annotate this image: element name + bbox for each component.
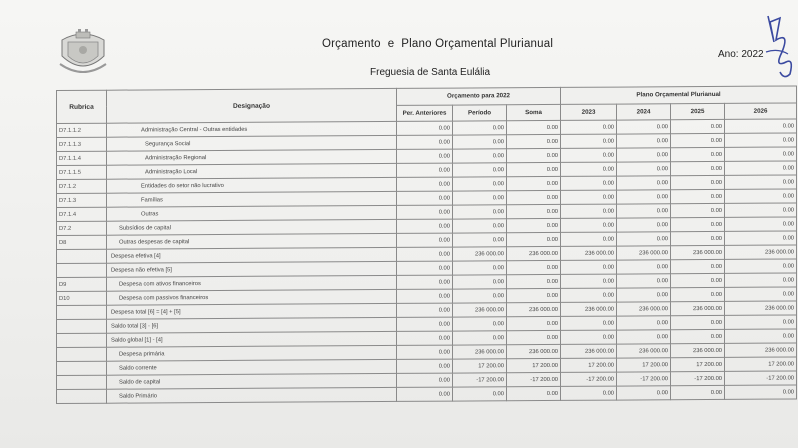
value-cell: 236 000.00 bbox=[561, 302, 617, 316]
value-cell: 0.00 bbox=[725, 175, 797, 189]
value-cell: 0.00 bbox=[725, 161, 797, 175]
value-cell: 17 200.00 bbox=[453, 359, 507, 373]
value-cell: 0.00 bbox=[617, 288, 671, 302]
value-cell: 17 200.00 bbox=[671, 357, 725, 371]
value-cell: 236 000.00 bbox=[507, 246, 561, 260]
value-cell: 0.00 bbox=[397, 359, 453, 373]
value-cell: 0.00 bbox=[617, 190, 671, 204]
value-cell: 236 000.00 bbox=[453, 345, 507, 359]
designacao-cell: Outras bbox=[107, 205, 397, 221]
value-cell: 0.00 bbox=[671, 161, 725, 175]
value-cell: 0.00 bbox=[617, 316, 671, 330]
value-cell: 236 000.00 bbox=[617, 302, 671, 316]
header-year-2025: 2025 bbox=[671, 103, 725, 120]
rubrica-code: D9 bbox=[57, 277, 107, 291]
header-year-2024: 2024 bbox=[617, 103, 671, 120]
value-cell: 0.00 bbox=[617, 134, 671, 148]
value-cell: 0.00 bbox=[507, 204, 561, 218]
value-cell: 0.00 bbox=[561, 288, 617, 302]
value-cell: 0.00 bbox=[617, 162, 671, 176]
title-orcamento: Orçamento bbox=[322, 38, 381, 50]
value-cell: 0.00 bbox=[561, 260, 617, 274]
value-cell: 0.00 bbox=[671, 259, 725, 273]
value-cell: 0.00 bbox=[453, 317, 507, 331]
value-cell: 0.00 bbox=[561, 204, 617, 218]
value-cell: 0.00 bbox=[453, 233, 507, 247]
value-cell: 236 000.00 bbox=[725, 245, 797, 259]
designacao-cell: Administração Regional bbox=[107, 149, 397, 165]
header-year-2026: 2026 bbox=[725, 102, 797, 119]
rubrica-code: D7.1.2 bbox=[57, 179, 107, 193]
value-cell: 0.00 bbox=[725, 231, 797, 245]
value-cell: 0.00 bbox=[453, 149, 507, 163]
value-cell: 0.00 bbox=[561, 176, 617, 190]
value-cell: 17 200.00 bbox=[725, 357, 797, 371]
value-cell: 0.00 bbox=[671, 203, 725, 217]
value-cell: 0.00 bbox=[453, 177, 507, 191]
handwritten-signature bbox=[760, 12, 796, 82]
value-cell: 0.00 bbox=[397, 261, 453, 275]
header-year-2023: 2023 bbox=[561, 104, 617, 121]
value-cell: -17 200.00 bbox=[561, 372, 617, 386]
value-cell: 0.00 bbox=[507, 176, 561, 190]
value-cell: 0.00 bbox=[617, 232, 671, 246]
value-cell: 0.00 bbox=[617, 204, 671, 218]
value-cell: 0.00 bbox=[671, 273, 725, 287]
value-cell: 0.00 bbox=[397, 163, 453, 177]
value-cell: 0.00 bbox=[507, 260, 561, 274]
value-cell: 0.00 bbox=[671, 189, 725, 203]
value-cell: 0.00 bbox=[507, 120, 561, 134]
designacao-cell: Despesa não efetiva [5] bbox=[107, 261, 397, 277]
title-separator: e bbox=[387, 38, 395, 50]
value-cell: 0.00 bbox=[671, 287, 725, 301]
designacao-cell: Entidades do setor não lucrativo bbox=[107, 177, 397, 193]
value-cell: 0.00 bbox=[725, 119, 797, 133]
designacao-cell: Administração Local bbox=[107, 163, 397, 179]
value-cell: 0.00 bbox=[725, 385, 797, 399]
value-cell: 0.00 bbox=[507, 330, 561, 344]
designacao-cell: Outras despesas de capital bbox=[107, 233, 397, 249]
rubrica-code bbox=[57, 361, 107, 375]
value-cell: 236 000.00 bbox=[725, 301, 797, 315]
value-cell: 0.00 bbox=[617, 260, 671, 274]
value-cell: 0.00 bbox=[507, 162, 561, 176]
value-cell: 0.00 bbox=[453, 163, 507, 177]
designacao-cell: Saldo global [1] - [4] bbox=[107, 331, 397, 347]
value-cell: 0.00 bbox=[507, 288, 561, 302]
value-cell: 0.00 bbox=[671, 385, 725, 399]
value-cell: 0.00 bbox=[453, 387, 507, 401]
value-cell: 0.00 bbox=[561, 316, 617, 330]
value-cell: 17 200.00 bbox=[561, 358, 617, 372]
value-cell: 0.00 bbox=[397, 275, 453, 289]
value-cell: 0.00 bbox=[397, 135, 453, 149]
rubrica-code: D7.1.1.2 bbox=[57, 123, 107, 137]
value-cell: 0.00 bbox=[561, 120, 617, 134]
value-cell: 0.00 bbox=[397, 205, 453, 219]
value-cell: 0.00 bbox=[507, 218, 561, 232]
entity-subtitle: Freguesia de Santa Eulália bbox=[370, 67, 491, 78]
value-cell: 0.00 bbox=[397, 345, 453, 359]
value-cell: 0.00 bbox=[507, 386, 561, 400]
value-cell: 0.00 bbox=[725, 273, 797, 287]
value-cell: 0.00 bbox=[397, 233, 453, 247]
header-orcamento-group: Orçamento para 2022 bbox=[397, 87, 561, 105]
value-cell: 0.00 bbox=[725, 189, 797, 203]
table-body bbox=[57, 119, 797, 404]
designacao-cell: Saldo corrente bbox=[107, 359, 397, 375]
value-cell: 0.00 bbox=[617, 148, 671, 162]
designacao-cell: Subsídios de capital bbox=[107, 219, 397, 235]
designacao-cell: Despesa efetiva [4] bbox=[107, 247, 397, 263]
value-cell: 0.00 bbox=[453, 261, 507, 275]
designacao-cell: Saldo Primário bbox=[107, 387, 397, 403]
budget-table bbox=[56, 85, 797, 404]
value-cell: 0.00 bbox=[725, 217, 797, 231]
value-cell: 0.00 bbox=[561, 190, 617, 204]
rubrica-code: D7.1.1.3 bbox=[57, 137, 107, 151]
value-cell: 0.00 bbox=[561, 330, 617, 344]
value-cell: 0.00 bbox=[617, 330, 671, 344]
value-cell: 0.00 bbox=[617, 274, 671, 288]
header-soma: Soma bbox=[507, 104, 561, 121]
designacao-cell: Segurança Social bbox=[107, 135, 397, 151]
rubrica-code: D10 bbox=[57, 291, 107, 305]
value-cell: 0.00 bbox=[507, 316, 561, 330]
value-cell: 0.00 bbox=[507, 134, 561, 148]
value-cell: 236 000.00 bbox=[453, 247, 507, 261]
value-cell: 0.00 bbox=[397, 191, 453, 205]
value-cell: 0.00 bbox=[725, 203, 797, 217]
header-plano-group: Plano Orçamental Plurianual bbox=[561, 86, 797, 104]
rubrica-code: D7.1.3 bbox=[57, 193, 107, 207]
value-cell: 0.00 bbox=[397, 121, 453, 135]
value-cell: 0.00 bbox=[561, 162, 617, 176]
value-cell: 0.00 bbox=[617, 120, 671, 134]
value-cell: 0.00 bbox=[617, 386, 671, 400]
value-cell: 236 000.00 bbox=[453, 303, 507, 317]
value-cell: 0.00 bbox=[725, 315, 797, 329]
value-cell: 236 000.00 bbox=[561, 344, 617, 358]
value-cell: 0.00 bbox=[725, 329, 797, 343]
designacao-cell: Saldo de capital bbox=[107, 373, 397, 389]
value-cell: 0.00 bbox=[397, 289, 453, 303]
designacao-cell: Saldo total [3] - [6] bbox=[107, 317, 397, 333]
value-cell: 236 000.00 bbox=[507, 344, 561, 358]
value-cell: 0.00 bbox=[617, 218, 671, 232]
rubrica-code bbox=[57, 305, 107, 319]
year-label: Ano: 2022 bbox=[718, 49, 764, 60]
value-cell: 0.00 bbox=[397, 317, 453, 331]
value-cell: 0.00 bbox=[561, 134, 617, 148]
value-cell: 236 000.00 bbox=[561, 246, 617, 260]
value-cell: 0.00 bbox=[725, 147, 797, 161]
rubrica-code bbox=[57, 347, 107, 361]
header-periodo: Período bbox=[453, 104, 507, 121]
value-cell: 0.00 bbox=[397, 149, 453, 163]
designacao-cell: Despesa com passivos financeiros bbox=[107, 289, 397, 305]
value-cell: 236 000.00 bbox=[617, 344, 671, 358]
value-cell: 0.00 bbox=[453, 191, 507, 205]
value-cell: 0.00 bbox=[507, 148, 561, 162]
rubrica-code: D7.1.4 bbox=[57, 207, 107, 221]
value-cell: 0.00 bbox=[671, 231, 725, 245]
value-cell: 0.00 bbox=[397, 303, 453, 317]
value-cell: 0.00 bbox=[453, 205, 507, 219]
value-cell: 17 200.00 bbox=[507, 358, 561, 372]
value-cell: 0.00 bbox=[725, 133, 797, 147]
value-cell: 0.00 bbox=[725, 287, 797, 301]
rubrica-code bbox=[57, 389, 107, 403]
rubrica-code: D8 bbox=[57, 235, 107, 249]
title-plano: Plano Orçamental Plurianual bbox=[401, 38, 554, 50]
value-cell: 0.00 bbox=[397, 219, 453, 233]
value-cell: 0.00 bbox=[617, 176, 671, 190]
value-cell: 0.00 bbox=[507, 190, 561, 204]
value-cell: 0.00 bbox=[561, 274, 617, 288]
value-cell: -17 200.00 bbox=[725, 371, 797, 385]
value-cell: 0.00 bbox=[671, 133, 725, 147]
value-cell: 0.00 bbox=[453, 135, 507, 149]
value-cell: -17 200.00 bbox=[617, 372, 671, 386]
value-cell: 0.00 bbox=[397, 177, 453, 191]
header-designacao: Designação bbox=[107, 88, 397, 123]
value-cell: 0.00 bbox=[671, 329, 725, 343]
designacao-cell: Despesa primária bbox=[107, 345, 397, 361]
value-cell: -17 200.00 bbox=[671, 371, 725, 385]
document-title bbox=[322, 38, 553, 50]
value-cell: 17 200.00 bbox=[617, 358, 671, 372]
rubrica-code bbox=[57, 375, 107, 389]
value-cell: 0.00 bbox=[397, 387, 453, 401]
value-cell: 0.00 bbox=[507, 232, 561, 246]
value-cell: 0.00 bbox=[453, 121, 507, 135]
value-cell: 0.00 bbox=[453, 331, 507, 345]
value-cell: 0.00 bbox=[453, 275, 507, 289]
rubrica-code: D7.1.1.5 bbox=[57, 165, 107, 179]
value-cell: 0.00 bbox=[561, 232, 617, 246]
rubrica-code bbox=[57, 263, 107, 277]
value-cell: 0.00 bbox=[561, 218, 617, 232]
rubrica-code bbox=[57, 333, 107, 347]
value-cell: 0.00 bbox=[561, 148, 617, 162]
value-cell: 0.00 bbox=[507, 274, 561, 288]
rubrica-code bbox=[57, 249, 107, 263]
value-cell: 0.00 bbox=[397, 247, 453, 261]
value-cell: 236 000.00 bbox=[671, 343, 725, 357]
header-rubrica: Rubrica bbox=[57, 90, 107, 123]
designacao-cell: Despesa total [6] = [4] + [5] bbox=[107, 303, 397, 319]
value-cell: 0.00 bbox=[671, 315, 725, 329]
coat-of-arms-logo bbox=[56, 26, 110, 78]
value-cell: 236 000.00 bbox=[671, 245, 725, 259]
value-cell: 236 000.00 bbox=[671, 301, 725, 315]
value-cell: 0.00 bbox=[453, 289, 507, 303]
value-cell: 0.00 bbox=[671, 147, 725, 161]
value-cell: 236 000.00 bbox=[725, 343, 797, 357]
value-cell: -17 200.00 bbox=[507, 372, 561, 386]
rubrica-code: D7.1.1.4 bbox=[57, 151, 107, 165]
value-cell: 0.00 bbox=[671, 119, 725, 133]
designacao-cell: Administração Central - Outras entidades bbox=[107, 121, 397, 137]
value-cell: 0.00 bbox=[671, 175, 725, 189]
value-cell: 0.00 bbox=[561, 386, 617, 400]
designacao-cell: Famílias bbox=[107, 191, 397, 207]
value-cell: 0.00 bbox=[453, 219, 507, 233]
value-cell: 0.00 bbox=[397, 331, 453, 345]
value-cell: -17 200.00 bbox=[453, 373, 507, 387]
header-per-anteriores: Per. Anteriores bbox=[397, 105, 453, 122]
value-cell: 236 000.00 bbox=[507, 302, 561, 316]
budget-table-container bbox=[56, 85, 796, 412]
value-cell: 0.00 bbox=[671, 217, 725, 231]
rubrica-code: D7.2 bbox=[57, 221, 107, 235]
value-cell: 0.00 bbox=[397, 373, 453, 387]
value-cell: 0.00 bbox=[725, 259, 797, 273]
designacao-cell: Despesa com ativos financeiros bbox=[107, 275, 397, 291]
rubrica-code bbox=[57, 319, 107, 333]
value-cell: 236 000.00 bbox=[617, 246, 671, 260]
